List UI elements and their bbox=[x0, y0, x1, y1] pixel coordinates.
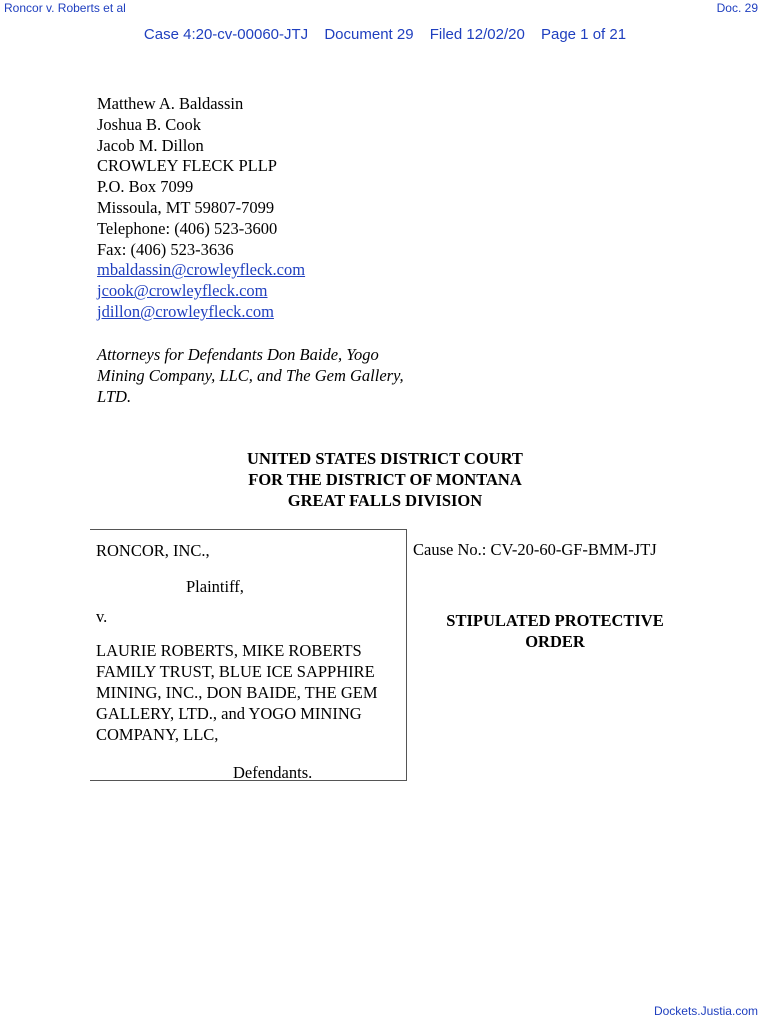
title-line: STIPULATED PROTECTIVE bbox=[446, 611, 664, 630]
counsel-line: Jacob M. Dillon bbox=[97, 135, 204, 155]
stamp-case: Case 4:20-cv-00060-JTJ bbox=[143, 26, 309, 43]
source-footer: Dockets.Justia.com bbox=[653, 1004, 758, 1018]
plaintiff-name: RONCOR, INC., bbox=[96, 541, 210, 560]
court-line: FOR THE DISTRICT OF MONTANA bbox=[248, 470, 522, 489]
stamp-filed: Filed 12/02/20 bbox=[429, 26, 525, 43]
stamp-page: Page 1 of 21 bbox=[540, 26, 627, 43]
court-line: UNITED STATES DISTRICT COURT bbox=[247, 449, 523, 468]
email-link-cook[interactable]: jcook@crowleyfleck.com bbox=[97, 281, 268, 301]
counsel-line: Joshua B. Cook bbox=[97, 114, 202, 134]
counsel-line: Telephone: (406) 523-3600 bbox=[97, 218, 278, 238]
counsel-line: Missoula, MT 59807-7099 bbox=[97, 197, 275, 217]
defendant-line: GALLERY, LTD., and YOGO MINING bbox=[96, 704, 362, 723]
email-link-dillon[interactable]: jdillon@crowleyfleck.com bbox=[97, 301, 274, 321]
counsel-line: Fax: (406) 523-3636 bbox=[97, 239, 234, 259]
defendant-line: FAMILY TRUST, BLUE ICE SAPPHIRE bbox=[96, 662, 375, 681]
defendants-role: Defendants. bbox=[233, 763, 313, 782]
versus: v. bbox=[96, 607, 108, 626]
counsel-line: P.O. Box 7099 bbox=[97, 177, 194, 197]
counsel-line: Matthew A. Baldassin bbox=[97, 94, 244, 113]
court-line: GREAT FALLS DIVISION bbox=[287, 491, 483, 510]
title-line: ORDER bbox=[525, 632, 585, 651]
case-caption-box bbox=[90, 529, 407, 781]
stamp-document: Document 29 bbox=[324, 26, 414, 43]
document-title bbox=[400, 610, 710, 652]
defendant-line: MINING, INC., DON BAIDE, THE GEM bbox=[96, 683, 378, 702]
court-heading bbox=[0, 448, 770, 511]
email-link-baldassin[interactable]: mbaldassin@crowleyfleck.com bbox=[97, 260, 306, 280]
plaintiff-role: Plaintiff, bbox=[186, 577, 244, 596]
defendant-line: COMPANY, LLC, bbox=[96, 725, 219, 744]
counsel-line: CROWLEY FLECK PLLP bbox=[97, 156, 277, 176]
defendants-names bbox=[96, 640, 378, 745]
attorneys-for: Attorneys for Defendants Don Baide, Yogo Mining Company, LLC, and The Gem Gallery, LTD. bbox=[97, 345, 404, 406]
defendant-line: LAURIE ROBERTS, MIKE ROBERTS bbox=[96, 641, 362, 660]
case-short-name: Roncor v. Roberts et al bbox=[4, 1, 126, 15]
counsel-block bbox=[97, 94, 305, 323]
cause-number: Cause No.: CV-20-60-GF-BMM-JTJ bbox=[413, 540, 657, 559]
filing-stamp bbox=[0, 26, 770, 43]
doc-label: Doc. 29 bbox=[716, 1, 758, 15]
